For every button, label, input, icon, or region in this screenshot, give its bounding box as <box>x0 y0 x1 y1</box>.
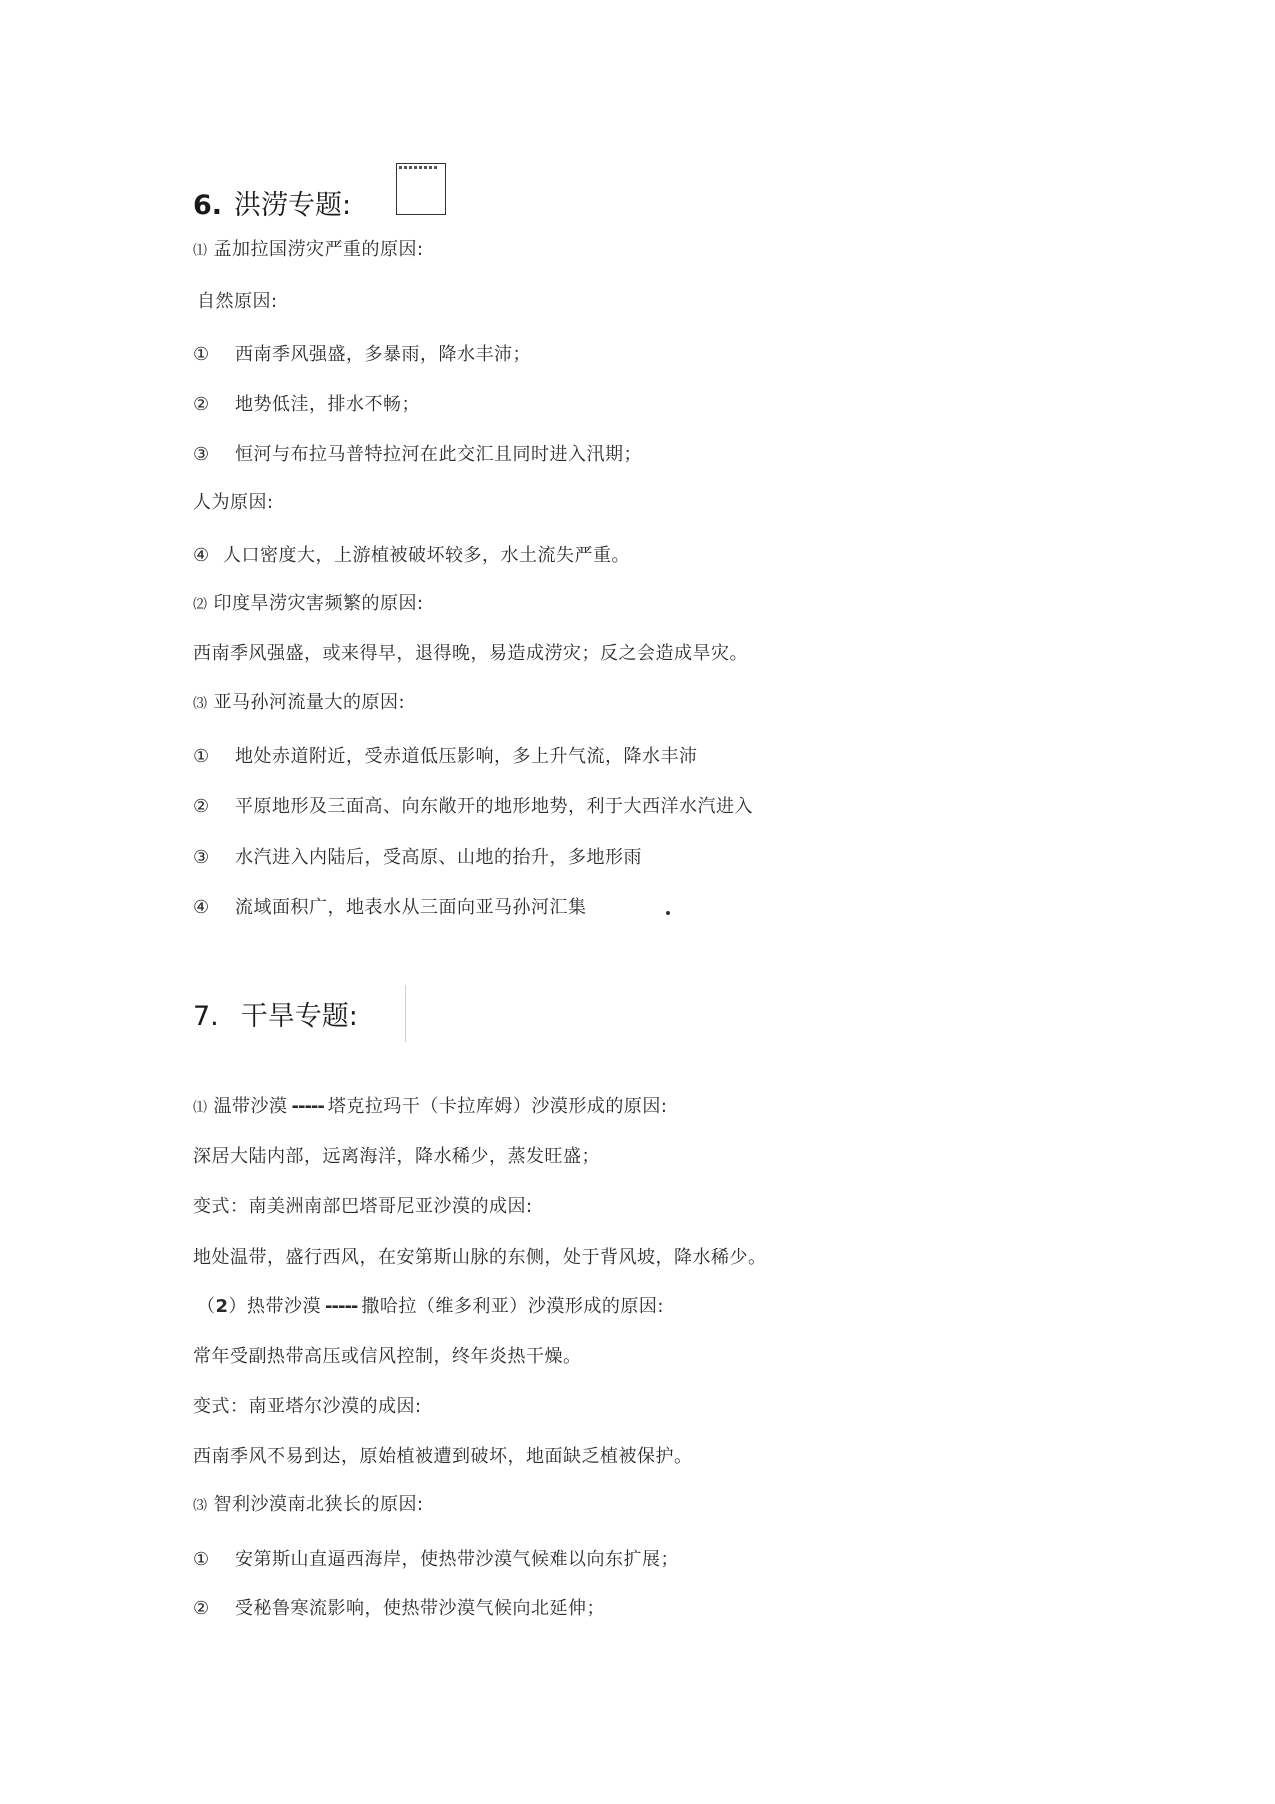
section-6-number: 6. <box>193 190 223 221</box>
s7-c1-mark: ① <box>193 1549 210 1570</box>
s6-n2-mark: ② <box>193 394 210 415</box>
s7-question-2 <box>197 1296 664 1318</box>
s7-variant-1-label: 变式：南美洲南部巴塔哥尼亚沙漠的成因: <box>193 1196 533 1217</box>
s7-q1-post: 塔克拉玛干（卡拉库姆）沙漠形成的原因: <box>327 1096 668 1117</box>
s7-c2-text: 受秘鲁寒流影响，使热带沙漠气候向北延伸； <box>235 1598 605 1619</box>
s6-natural-1 <box>193 344 531 366</box>
s6-q2-answer: 西南季风强盛，或来得早，退得晚，易造成涝灾；反之会造成旱灾。 <box>193 643 748 664</box>
section-6-heading <box>193 189 351 223</box>
s7-c1-text: 安第斯山直逼西海岸，使热带沙漠气候难以向东扩展； <box>235 1549 679 1570</box>
s6-h4-mark: ④ <box>193 545 210 566</box>
s6-q1-mark: ⑴ <box>193 243 208 259</box>
s6-human-label: 人为原因: <box>193 492 274 513</box>
s6-human-4 <box>193 545 630 567</box>
s7-question-3 <box>193 1494 424 1517</box>
s6-natural-label: 自然原因: <box>197 291 278 312</box>
s7-q3-mark: ⑶ <box>193 1498 208 1514</box>
s6-natural-3 <box>193 444 642 466</box>
s7-q1-answer: 深居大陆内部，远离海洋，降水稀少，蒸发旺盛； <box>193 1146 600 1167</box>
s6-answer-1 <box>193 746 698 768</box>
s7-variant-2-answer: 西南季风不易到达，原始植被遭到破坏，地面缺乏植被保护。 <box>193 1446 693 1467</box>
s6-answer-4 <box>193 897 587 919</box>
s6-a2-mark: ② <box>193 796 210 817</box>
s6-a1-text: 地处赤道附近，受赤道低压影响，多上升气流，降水丰沛 <box>235 746 698 767</box>
s7-q2-pre: 热带沙漠 <box>247 1296 322 1317</box>
s6-question-2 <box>193 593 424 616</box>
s7-cause-1 <box>193 1549 679 1571</box>
s6-n1-mark: ① <box>193 344 210 365</box>
s7-cause-2 <box>193 1598 605 1620</box>
s7-q3-text: 智利沙漠南北狭长的原因: <box>213 1494 424 1515</box>
s7-q2-open: （ <box>197 1296 216 1317</box>
s7-q2-answer: 常年受副热带高压或信风控制，终年炎热干燥。 <box>193 1346 582 1367</box>
s6-a1-mark: ① <box>193 746 210 767</box>
s7-q1-dash: ----- <box>291 1096 324 1117</box>
s6-a4-text: 流域面积广，地表水从三面向亚马孙河汇集 <box>235 897 587 918</box>
section-7-title: 干旱专题: <box>240 1001 358 1032</box>
s7-q2-post: 撒哈拉（维多利亚）沙漠形成的原因: <box>361 1296 664 1317</box>
s6-n1-text: 西南季风强盛，多暴雨，降水丰沛； <box>235 344 531 365</box>
s7-q2-dash: ----- <box>325 1296 358 1317</box>
s6-question-1 <box>193 239 424 262</box>
section-7-number: 7. <box>193 1001 219 1032</box>
s6-question-3 <box>193 692 405 715</box>
s6-a2-text: 平原地形及三面高、向东敞开的地形地势，利于大西洋水汽进入 <box>235 796 753 817</box>
s7-variant-2-label: 变式：南亚塔尔沙漠的成因: <box>193 1396 422 1417</box>
s7-q1-pre: 温带沙漠 <box>213 1096 288 1117</box>
s6-a3-mark: ③ <box>193 847 210 868</box>
s7-q2-close: ） <box>228 1296 248 1317</box>
s6-q2-text: 印度旱涝灾害频繁的原因: <box>213 593 424 614</box>
s6-q3-text: 亚马孙河流量大的原因: <box>213 692 406 713</box>
s7-q2-mark: 2 <box>215 1296 229 1317</box>
s6-q2-mark: ⑵ <box>193 597 208 613</box>
image-placeholder-box <box>396 163 446 215</box>
s6-natural-2 <box>193 394 420 416</box>
s7-q1-mark: ⑴ <box>193 1100 208 1116</box>
stray-dot <box>666 911 670 915</box>
s6-n3-mark: ③ <box>193 444 210 465</box>
s6-a3-text: 水汽进入内陆后，受高原、山地的抬升，多地形雨 <box>235 847 642 868</box>
s6-a4-mark: ④ <box>193 897 210 918</box>
s7-c2-mark: ② <box>193 1598 210 1619</box>
s7-question-1 <box>193 1096 667 1119</box>
s6-answer-2 <box>193 796 753 818</box>
s6-n3-text: 恒河与布拉马普特拉河在此交汇且同时进入汛期； <box>235 444 642 465</box>
s6-h4-text: 人口密度大，上游植被破坏较多，水土流失严重。 <box>223 545 630 566</box>
section-7-heading <box>193 1000 358 1034</box>
s6-answer-3 <box>193 847 642 869</box>
s6-q1-text: 孟加拉国涝灾严重的原因: <box>213 239 424 260</box>
vertical-divider <box>405 985 406 1042</box>
s6-q3-mark: ⑶ <box>193 696 208 712</box>
section-6-title: 洪涝专题: <box>234 190 352 221</box>
s6-n2-text: 地势低洼，排水不畅； <box>235 394 420 415</box>
s7-variant-1-answer: 地处温带，盛行西风，在安第斯山脉的东侧，处于背风坡，降水稀少。 <box>193 1247 767 1268</box>
